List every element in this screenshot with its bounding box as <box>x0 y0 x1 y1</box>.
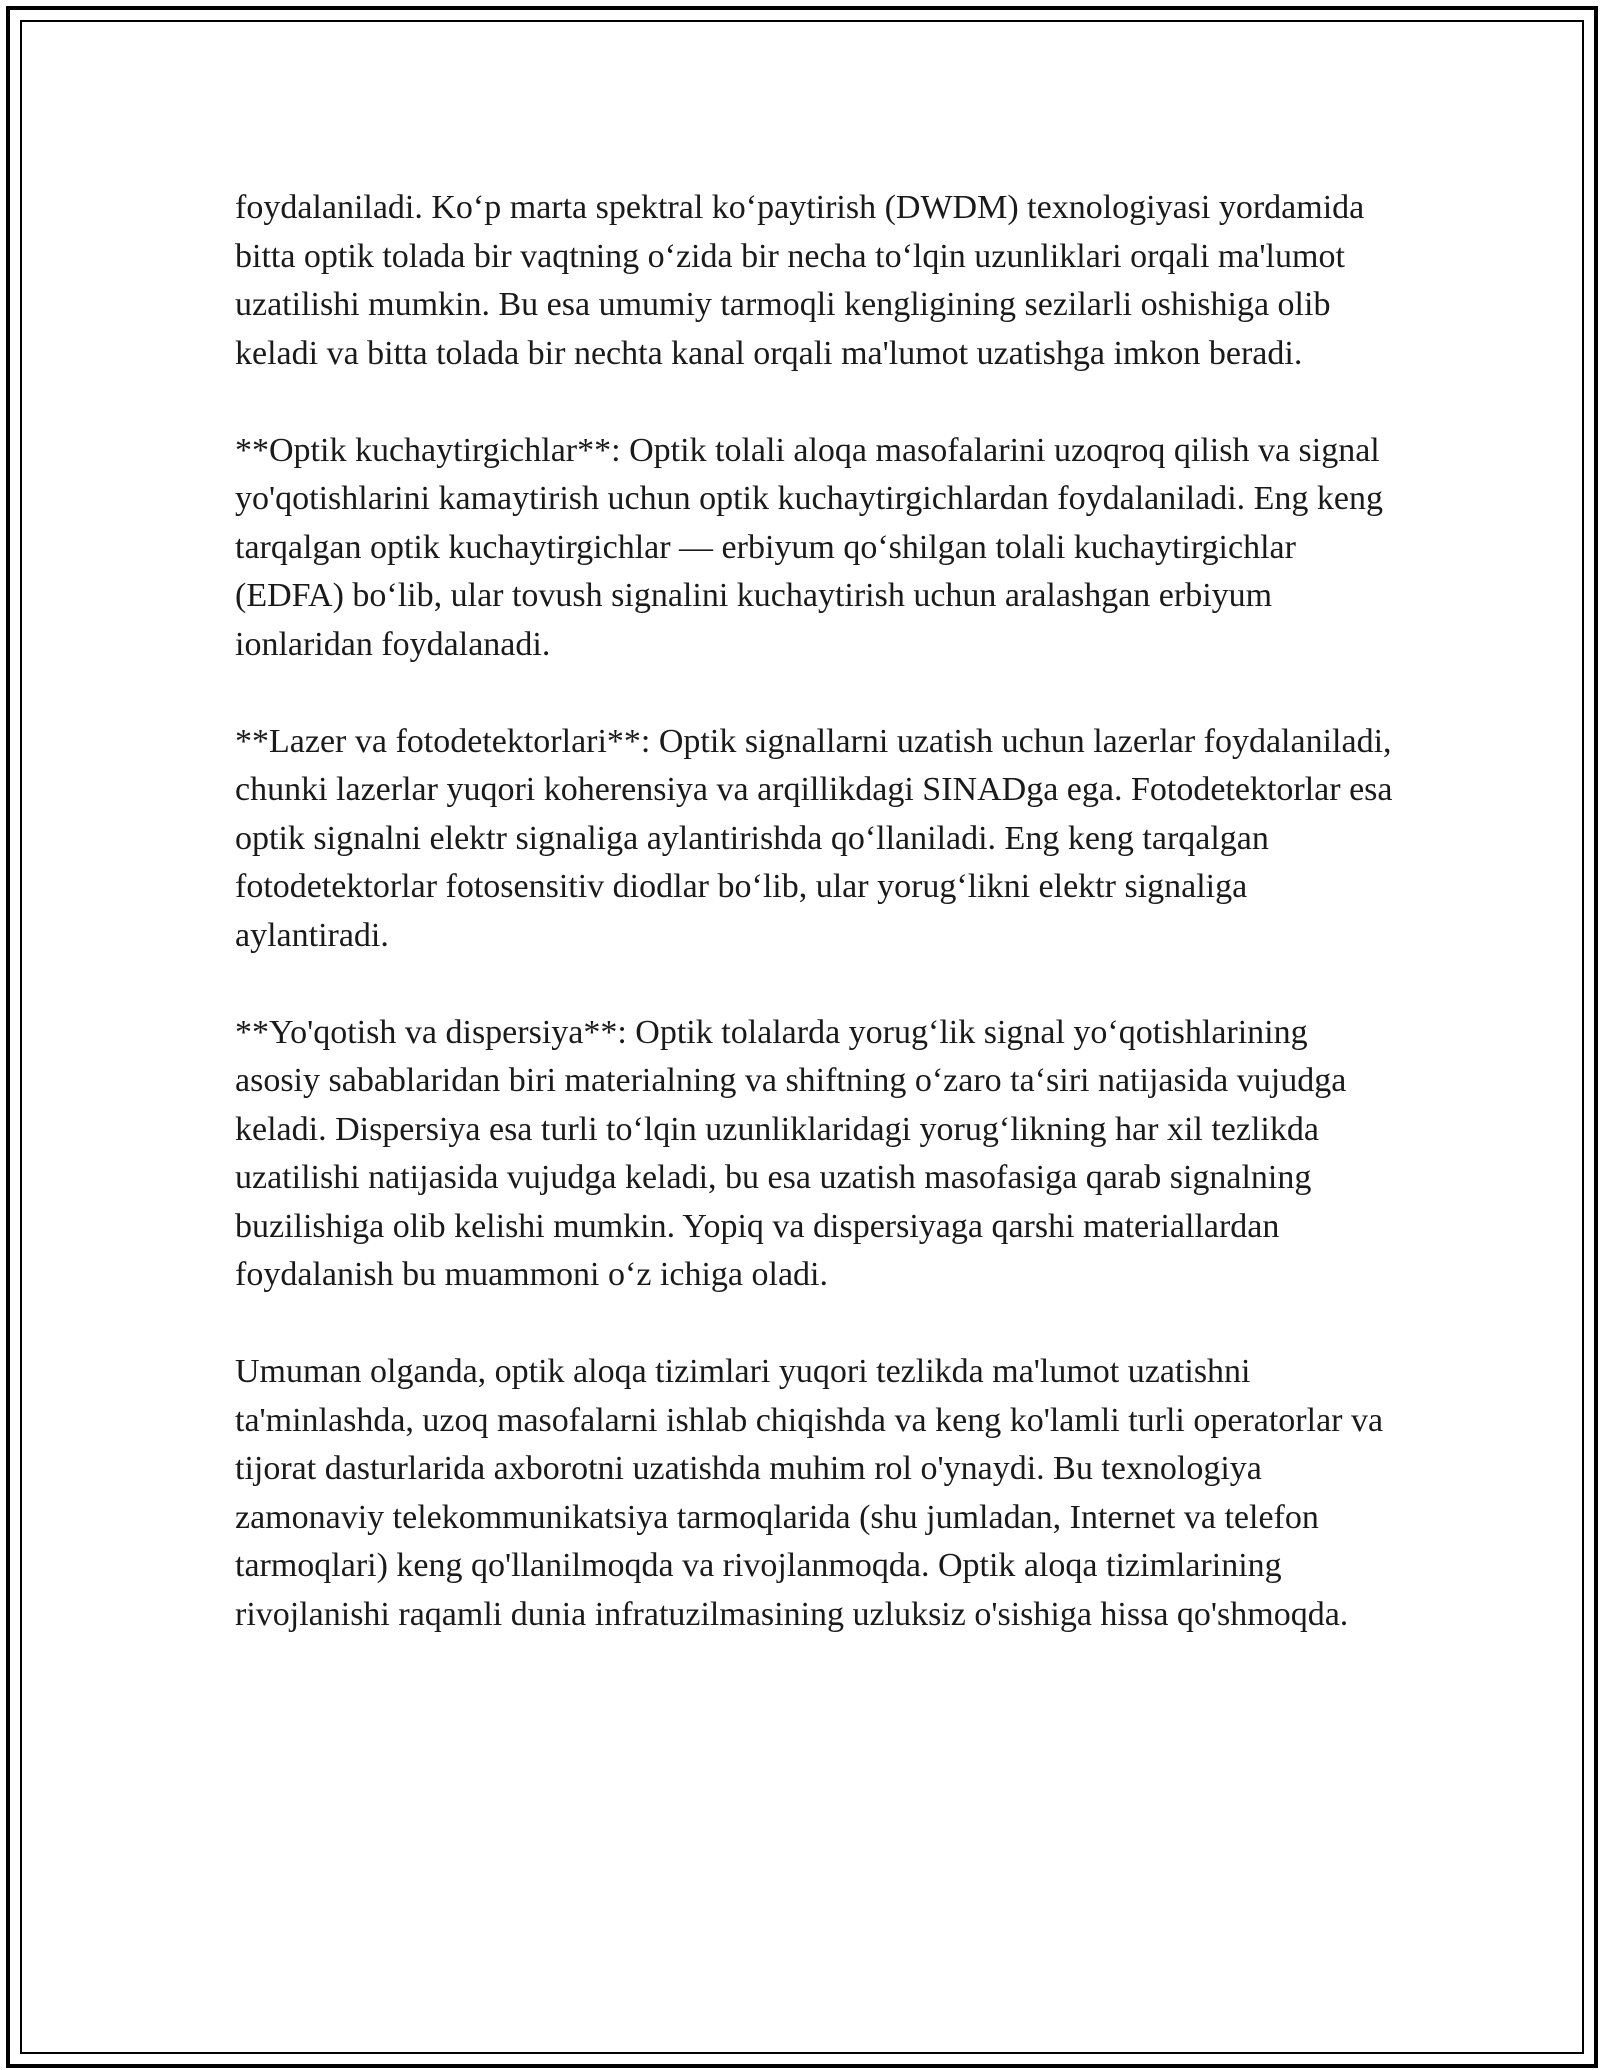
paragraph-loss-dispersion: **Yo'qotish va dispersiya**: Optik tolalarda yorug‘lik signal yo‘qotishlarining asosiy sabablaridan biri materialning va shiftning o‘zaro ta‘siri natijasida vujudga keladi. Dispersiya esa turli to‘lqin uzunliklaridagi yorug‘likning har xil tezlikda uzatilishi natijasida vujudga keladi, bu esa uzatish masofasiga qarab signalning buzilishiga olib kelishi mumkin. Yopiq va dispersiyaga qarshi materiallardan foydalanish bu muammoni o‘z ichiga oladi. <box>235 1013 1347 1293</box>
paragraph-optical-amplifiers: **Optik kuchaytirgichlar**: Optik tolali aloqa masofalarini uzoqroq qilish va signal yo'qotishlarini kamaytirish uchun optik kuchaytirgichlardan foydalaniladi. Eng keng tarqalgan optik kuchaytirgichlar — erbiyum qo‘shilgan tolali kuchaytirgichlar (EDFA) bo‘lib, ular tovush signalini kuchaytirish uchun aralashgan erbiyum ionlaridan foydalanadi. <box>235 431 1384 663</box>
paragraph-conclusion: Umuman olganda, optik aloqa tizimlari yuqori tezlikda ma'lumot uzatishni ta'minlashda, uzoq masofalarni ishlab chiqishda va keng ko'lamli turli operatorlar va tijorat dasturlarida axborotni uzatishda muhim rol o'ynaydi. Bu texnologiya zamonaviy telekommunikatsiya tarmoqlarida (shu jumladan, Internet va telefon tarmoqlari) keng qo'llanilmoqda va rivojlanmoqda. Optik aloqa tizimlarining rivojlanishi raqamli dunia infratuzilmasining uzluksiz o'sishiga hissa qo'shmoqda. <box>235 1353 1384 1633</box>
paragraph-lasers-photodetectors: **Lazer va fotodetektorlari**: Optik signallarni uzatish uchun lazerlar foydalaniladi, chunki lazerlar yuqori koherensiya va arqillikdagi SINADga ega. Fotodetektorlar esa optik signalni elektr signaliga aylantirishda qo‘llaniladi. Eng keng tarqalgan fotodetektorlar fotosensitiv diodlar bo‘lib, ular yorug‘likni elektr signaliga aylantiradi. <box>235 722 1393 954</box>
document-body <box>235 184 1395 1639</box>
paragraph-dwdm: foydalaniladi. Ko‘p marta spektral ko‘paytirish (DWDM) texnologiyasi yordamida bitta optik tolada bir vaqtning o‘zida bir necha to‘lqin uzunliklari orqali ma'lumot uzatilishi mumkin. Bu esa umumiy tarmoqli kengligining sezilarli oshishiga olib keladi va bitta tolada bir nechta kanal orqali ma'lumot uzatishga imkon beradi. <box>235 189 1365 372</box>
